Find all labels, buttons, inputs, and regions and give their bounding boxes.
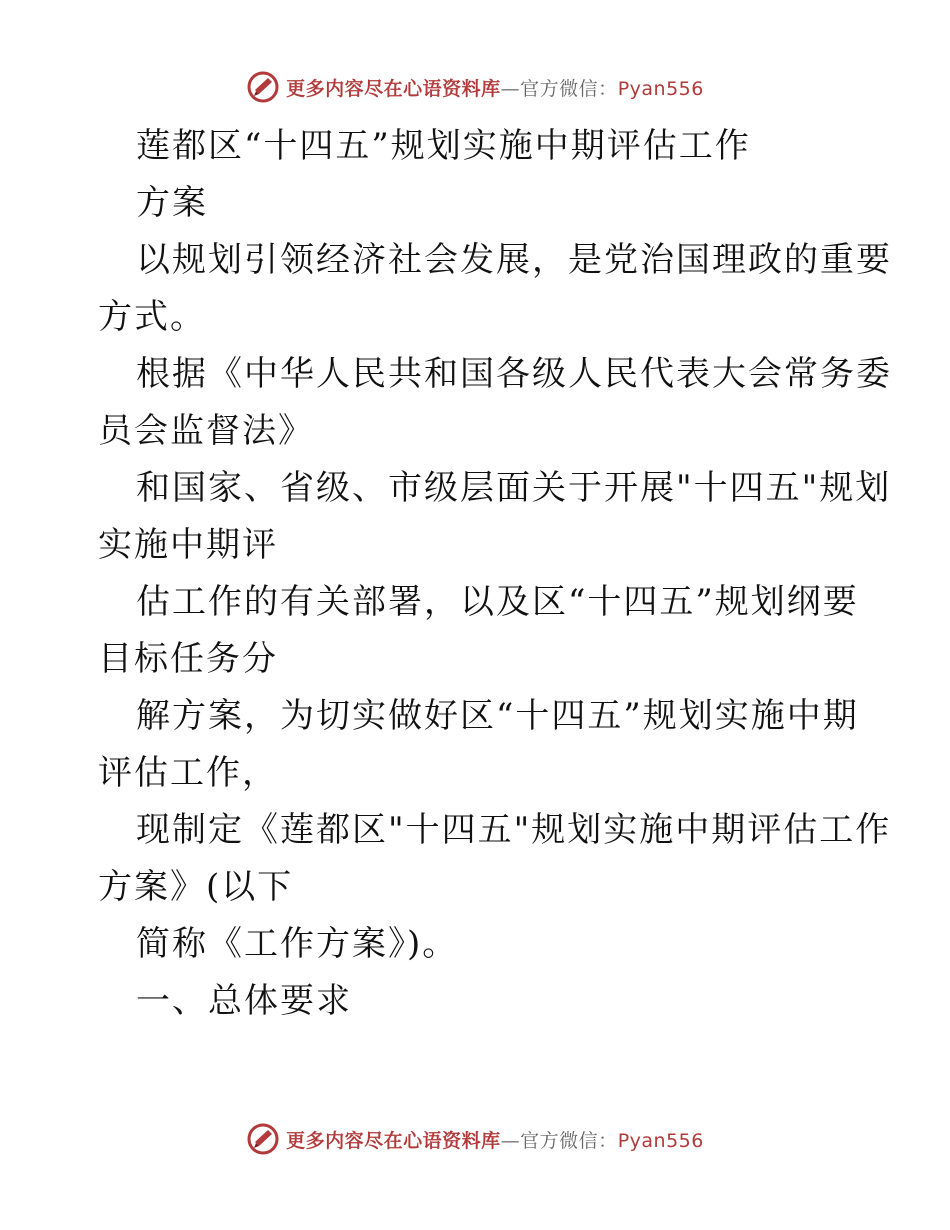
paragraph-line: 以规划引领经济社会发展，是党治国理政的重要 [136,240,892,280]
logo-icon [246,70,280,104]
paragraph-line: 实施中期评 [98,525,278,565]
watermark-dash: — [500,1129,521,1152]
paragraph-line: 估工作的有关部署，以及区“十四五”规划纲要 [136,582,859,622]
watermark-wechat-id: Pyan556 [617,1129,704,1152]
paragraph-line: 方案》(以下 [98,867,294,907]
document-body [98,118,892,1030]
logo-icon [246,1122,280,1156]
document-title-line-2: 方案 [136,183,208,223]
paragraph-line: 现制定《莲都区"十四五"规划实施中期评估工作 [136,810,892,850]
paragraph-line: 根据《中华人民共和国各级人民代表大会常务委 [136,354,892,394]
paragraph-line: 方式。 [98,297,206,337]
paragraph-line: 评估工作， [98,753,278,793]
paragraph-line: 目标任务分 [98,639,278,679]
watermark-wechat-label: 官方微信： [520,77,618,100]
paragraph-line: 简称《工作方案》)。 [136,924,459,964]
section-heading: 一、总体要求 [136,981,352,1021]
document-title-line-1: 莲都区“十四五”规划实施中期评估工作 [136,126,751,166]
watermark-brand: 更多内容尽在心语资料库 [286,1129,501,1152]
footer-watermark [0,1122,950,1156]
watermark-brand: 更多内容尽在心语资料库 [286,77,501,100]
paragraph-line: 解方案，为切实做好区“十四五”规划实施中期 [136,696,859,736]
watermark-text [286,74,704,101]
paragraph-line: 和国家、省级、市级层面关于开展"十四五"规划 [136,468,892,508]
watermark-text [286,1126,704,1153]
watermark-dash: — [500,77,521,100]
paragraph-line: 员会监督法》 [98,411,314,451]
header-watermark [0,70,950,104]
watermark-wechat-id: Pyan556 [617,77,704,100]
watermark-wechat-label: 官方微信： [520,1129,618,1152]
